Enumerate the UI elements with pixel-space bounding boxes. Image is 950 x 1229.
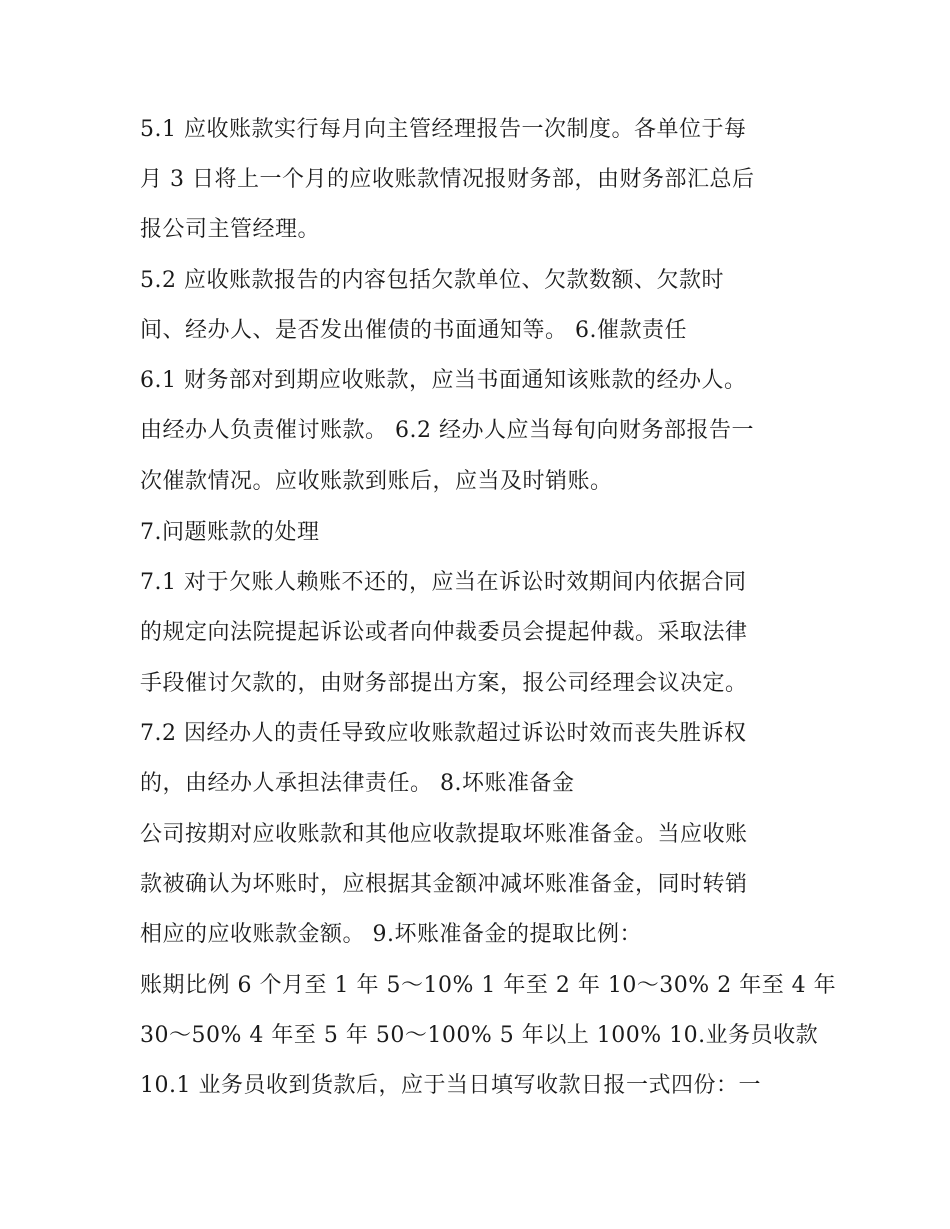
- text-line: 报公司主管经理。: [140, 217, 321, 242]
- text-line: 账期比例 6 个月至 1 年 5～10% 1 年至 2 年 10～30% 2 年至 4 年: [140, 973, 837, 998]
- text-line: 月 3 日将上一个月的应收账款情况报财务部，由财务部汇总后: [140, 167, 755, 192]
- text-line: 5.2 应收账款报告的内容包括欠款单位、欠款数额、欠款时: [140, 268, 724, 293]
- text-line: 6.1 财务部对到期应收账款，应当书面通知该账款的经办人。: [140, 368, 747, 393]
- text-line: 7.1 对于欠账人赖账不还的，应当在诉讼时效期间内依据合同: [140, 570, 747, 595]
- text-line: 公司按期对应收账款和其他应收款提取坏账准备金。当应收账: [140, 822, 748, 847]
- text-line: 的，由经办人承担法律责任。 8.坏账准备金: [140, 771, 575, 796]
- text-line: 5.1 应收账款实行每月向主管经理报告一次制度。各单位于每: [140, 117, 747, 142]
- text-line: 间、经办人、是否发出催债的书面通知等。 6.催款责任: [140, 318, 687, 343]
- section-heading: 7.问题账款的处理: [140, 520, 320, 545]
- text-line: 30～50% 4 年至 5 年 50～100% 5 年以上 100% 10.业务员收款: [140, 1023, 819, 1048]
- text-line: 的规定向法院提起诉讼或者向仲裁委员会提起仲裁。采取法律: [140, 620, 748, 645]
- text-line: 相应的应收账款金额。 9.坏账准备金的提取比例：: [140, 922, 642, 947]
- text-line: 手段催讨欠款的，由财务部提出方案，报公司经理会议决定。: [140, 671, 748, 696]
- text-line: 款被确认为坏账时，应根据其金额冲减坏账准备金，同时转销: [140, 872, 748, 897]
- text-line: 由经办人负责催讨账款。 6.2 经办人应当每旬向财务部报告一: [140, 418, 754, 443]
- text-line: 次催款情况。应收账款到账后，应当及时销账。: [140, 469, 613, 494]
- text-line: 7.2 因经办人的责任导致应收账款超过诉讼时效而丧失胜诉权: [140, 721, 747, 746]
- text-line: 10.1 业务员收到货款后，应于当日填写收款日报一式四份：一: [140, 1073, 761, 1098]
